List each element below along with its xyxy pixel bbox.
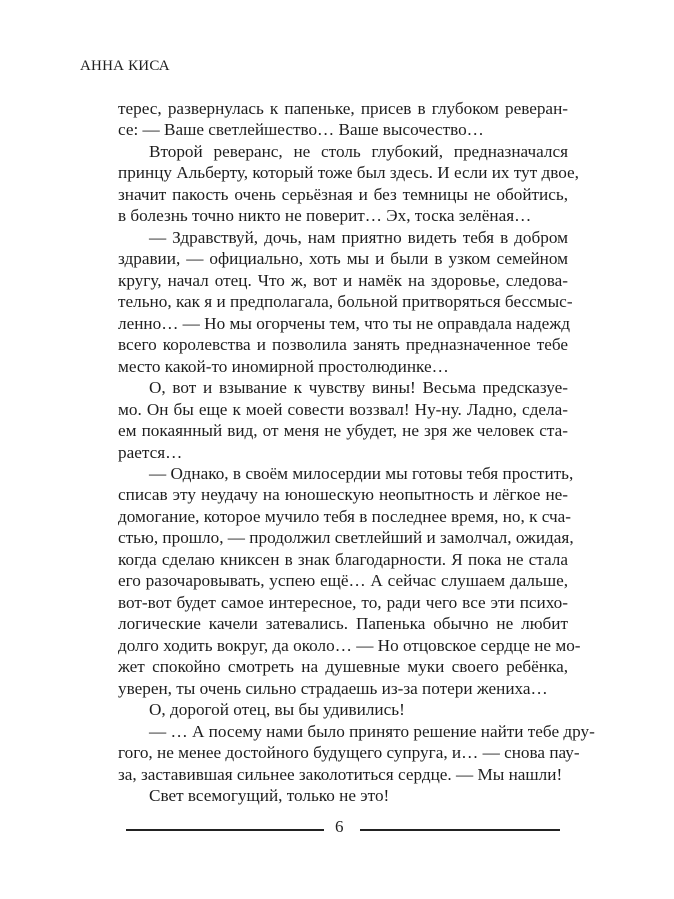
running-head-author: АННА КИСА	[80, 58, 170, 74]
paragraph	[118, 377, 568, 463]
page-footer	[0, 815, 674, 845]
text-line: за, заставившая сильнее заколотиться сердце. — Мы нашли!	[118, 764, 563, 784]
paragraph	[118, 141, 579, 227]
text-line: в болезнь точно никто не поверит… Эх, тоска зелёная…	[118, 206, 532, 226]
paragraph	[118, 463, 581, 699]
text-line: тельно, как я и предполагала, больной притворяться бессмыс-	[118, 292, 573, 312]
text-line: значит пакость очень серьёзная и без темницы не обойтись,	[118, 184, 568, 204]
footer-rule-left	[126, 829, 324, 831]
paragraph	[118, 699, 568, 720]
text-line: долго ходить вокруг, да около… — Но отцовское сердце не мо-	[118, 635, 581, 655]
text-line: се: — Ваше светлейшество… Ваше высочество…	[118, 120, 484, 140]
text-line: кругу, начал отец. Что ж, вот и намёк на здоровье, следова-	[118, 270, 568, 290]
paragraph	[118, 721, 595, 785]
text-line: гого, не менее достойного будущего супруга, и… — снова пау-	[118, 743, 580, 763]
text-line: ем покаянный вид, от меня не убудет, не зря же человек ста-	[118, 421, 568, 441]
text-line: — Здравствуй, дочь, нам приятно видеть тебя в добром	[149, 227, 568, 247]
text-line: жет спокойно смотреть на душевные муки своего ребёнка,	[118, 657, 568, 677]
paragraph	[118, 98, 568, 141]
text-line: рается…	[118, 442, 183, 462]
paragraph	[118, 785, 568, 806]
footer-rule-right	[360, 829, 560, 831]
text-line: стью, прошло, — продолжил светлейший и замолчал, ожидая,	[118, 528, 574, 548]
text-line: мо. Он бы еще к моей совести воззвал! Ну-ну. Ладно, сдела-	[118, 399, 568, 419]
text-line: — Однако, в своём милосердии мы готовы тебя простить,	[149, 463, 574, 483]
text-line: О, вот и взывание к чувству вины! Весьма предсказуе-	[149, 378, 568, 398]
text-line: его разочаровывать, успею ещё… А сейчас слушаем дальше,	[118, 571, 568, 591]
text-line: терес, развернулась к папеньке, присев в глубоком реверан-	[118, 99, 568, 118]
page-number: 6	[335, 817, 344, 836]
text-line: место какой-то иномирной простолюдинке…	[118, 356, 449, 376]
text-line: уверен, ты очень сильно страдаешь из-за потери жениха…	[118, 678, 548, 698]
text-line: вот-вот будет самое интересное, то, ради чего все эти психо-	[118, 592, 568, 612]
text-line: списав эту неудачу на юношескую неопытность и лёгкое не-	[118, 485, 568, 505]
paragraph	[118, 227, 573, 377]
text-line: Свет всемогущий, только не это!	[149, 786, 390, 805]
text-line: всего королевства и позволила занять предназначенное тебе	[118, 335, 568, 355]
text-line: — … А посему нами было принято решение найти тебе дру-	[149, 721, 595, 741]
text-line: здравии, — официально, хоть мы и были в узком семейном	[118, 249, 568, 269]
body-text	[118, 98, 595, 806]
text-line: домогание, которое мучило тебя в последнее время, но, к сча-	[118, 506, 572, 526]
text-line: принцу Альберту, который тоже был здесь. И если их тут двое,	[118, 163, 579, 183]
text-line: Второй реверанс, не столь глубокий, предназначался	[149, 141, 568, 161]
text-line: когда сделаю книксен в знак благодарности. Я пока не стала	[118, 549, 568, 569]
text-line: логические качели затевались. Папенька обычно не любит	[118, 614, 568, 634]
text-line: ленно… — Но мы огорчены тем, что ты не оправдала надежд	[118, 313, 570, 333]
text-line: О, дорогой отец, вы бы удивились!	[149, 700, 405, 720]
